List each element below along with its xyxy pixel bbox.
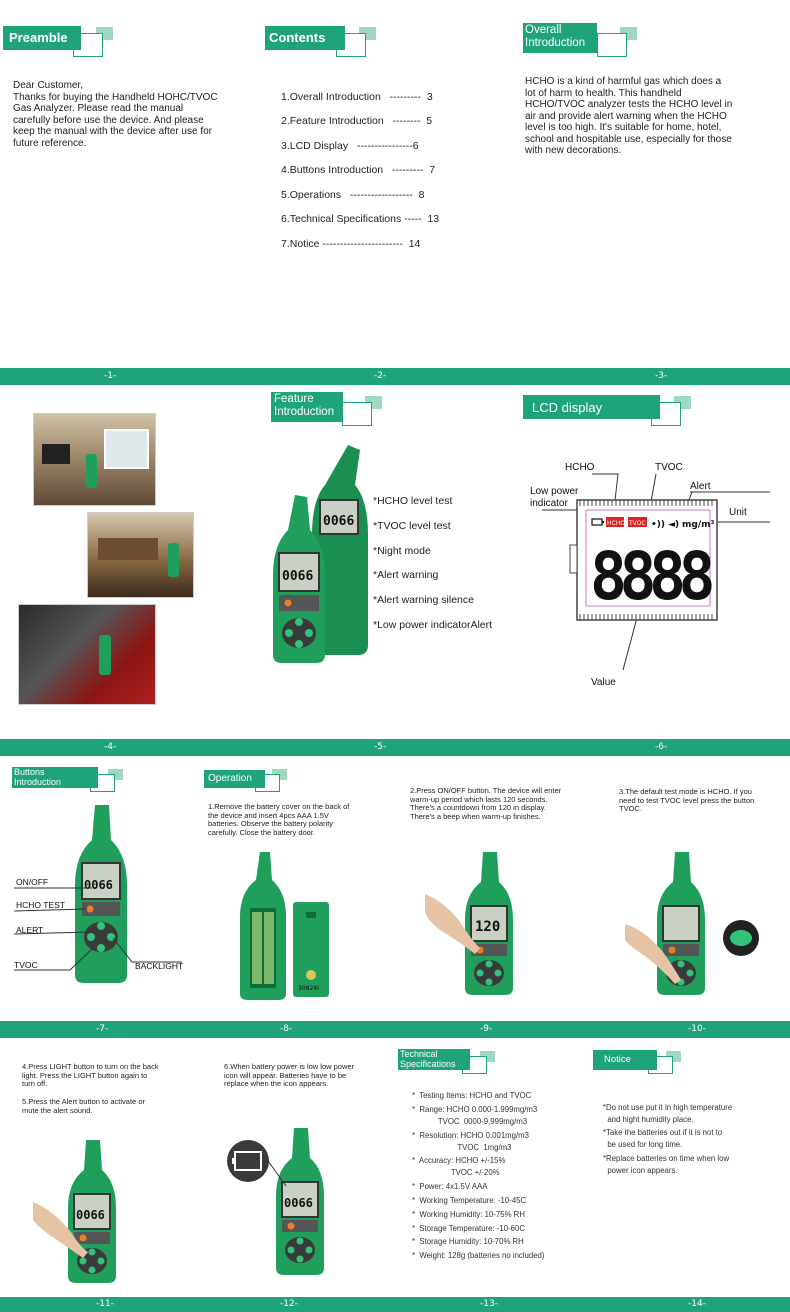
unit-text: mg/m³ (682, 520, 715, 530)
operation-step-4: 4.Press LIGHT button to turn on the back light. Press the LIGHT button again to turn off. (22, 1062, 159, 1088)
page-number: -8- (280, 1024, 293, 1034)
hcho-chip-label: HCHO (607, 520, 625, 527)
page-number: -13- (480, 1299, 498, 1309)
toc-item[interactable]: 6.Technical Specifications ----- 13 (281, 213, 440, 225)
lcd-digits: 8888 (590, 538, 712, 615)
lcd-label-low-power: Low power indicator (530, 486, 579, 509)
lcd-label-tvoc: TVOC (655, 462, 683, 473)
lcd-label-alert: Alert (690, 481, 711, 492)
tv-shape (42, 444, 70, 464)
page-number: -14- (688, 1299, 706, 1309)
header-deco (597, 33, 627, 57)
spec-item: * Working Temperature: -10-45C (412, 1196, 527, 1205)
section-title-operation: Operation (204, 770, 265, 788)
section-title-feature: Feature Introduction (271, 392, 343, 422)
label-alert: ALERT (16, 925, 44, 935)
section-title-preamble: Preamble (3, 26, 81, 50)
page-number: -1- (104, 371, 117, 381)
overall-text: HCHO is a kind of harmful gas which does a lot of harm to health. This handheld HCHO/TVOC analyzer tests the HCHO level in air and provide alert warning when the HCHO level is too high. It's suitable for home, hotel, school and hospitable use, especially for those with new decorations. (525, 76, 733, 156)
label-hcho-test: HCHO TEST (16, 900, 65, 910)
page-number: -12- (280, 1299, 298, 1309)
lcd-diagram (520, 470, 780, 680)
operation-step-3: 3.The default test mode is HCHO. If you need to test TVOC level press the button TVOC. (619, 787, 755, 813)
header-deco (342, 402, 372, 426)
page-number: -11- (96, 1299, 114, 1309)
operation-step-5: 5.Press the Alert button to activate or mute the alert sound. (22, 1097, 145, 1115)
spec-item: * Accuracy: HCHO +/-15% (412, 1156, 506, 1165)
page-number: -5- (374, 742, 387, 752)
window-shape (104, 429, 149, 469)
page-number: -6- (655, 742, 668, 752)
spec-item: TVOC +/-20% (412, 1168, 500, 1177)
toc-item[interactable]: 1.Overall Introduction --------- 3 (281, 91, 433, 103)
toc-item[interactable]: 4.Buttons Introduction --------- 7 (281, 164, 436, 176)
svg-text:0066: 0066 (284, 1196, 313, 1210)
section-title-overall: Overall Introduction (523, 23, 597, 53)
lcd-label-hcho: HCHO (565, 462, 595, 473)
page-number: -9- (480, 1024, 493, 1034)
spec-item: * Storage Temperature: -10-60C (412, 1224, 525, 1233)
svg-text:0066: 0066 (323, 514, 355, 529)
toc-item[interactable]: 7.Notice ----------------------- 14 (281, 238, 421, 250)
section-title-lcd: LCD display (523, 395, 660, 419)
feature-item: *TVOC level test (373, 520, 451, 532)
office-photo (87, 512, 194, 598)
alert-sound-icon: •)) ◄) (651, 520, 680, 530)
toc-item[interactable]: 2.Feature Introduction -------- 5 (281, 115, 433, 127)
page-footer-band (0, 739, 790, 756)
label-backlight: BACKLIGHT (135, 961, 184, 971)
page-number: -10- (688, 1024, 706, 1034)
toc-item[interactable]: 5.Operations ------------------ 8 (281, 189, 425, 201)
feature-item: *Alert warning silence (373, 594, 474, 606)
tvoc-mode-illustration (625, 852, 765, 997)
feature-devices-illustration (270, 445, 370, 665)
battery-code: 30824I (298, 985, 319, 992)
spec-item: * Power: 4x1.5V AAA (412, 1182, 488, 1191)
notice-item: *Take the batteries out if it is not to (603, 1128, 723, 1137)
lcd-label-unit: Unit (729, 507, 747, 518)
spec-item: * Resolution: HCHO 0.001mg/m3 (412, 1131, 530, 1140)
feature-item: *Low power indicatorAlert (373, 619, 493, 631)
spec-item: * Weight: 128g (batteries no included) (412, 1251, 545, 1260)
device-icon (86, 454, 97, 488)
svg-text:0066: 0066 (76, 1208, 105, 1222)
backlight-illustration (33, 1140, 133, 1285)
living-room-photo (33, 413, 156, 506)
section-title-technical: Technical Specifications (398, 1049, 470, 1070)
spec-item: TVOC 0000-9.999mg/m3 (412, 1117, 528, 1126)
preamble-text: Dear Customer, Thanks for buying the Handheld HOHC/TVOC Gas Analyzer. Please read the manual carefully before use the device. And please keep the manual with the device after use for future reference. (13, 80, 218, 149)
feature-item: *HCHO level test (373, 495, 453, 507)
warmup-illustration (425, 852, 525, 997)
page-footer-band (0, 1297, 790, 1312)
lcd-label-value: Value (591, 677, 616, 688)
label-tvoc: TVOC (14, 960, 38, 970)
lcd-tab (570, 545, 577, 573)
countdown-value: 120 (475, 919, 501, 935)
tvoc-chip-label: TVOC (629, 520, 646, 527)
page-number: -3- (655, 371, 668, 381)
svg-text:0066: 0066 (282, 569, 314, 584)
page-number: -2- (374, 371, 387, 381)
operation-step-6: 6.When battery power is low low power icon will appear. Batteries have to be replace when the icon appears. (224, 1062, 355, 1088)
notice-item: and hight humidity place. (603, 1115, 694, 1124)
page-number: -4- (104, 742, 117, 752)
section-title-notice: Notice (593, 1050, 657, 1070)
spec-item: * Storage Humidity: 10-70% RH (412, 1237, 524, 1246)
notice-item: be used for long time. (603, 1140, 683, 1149)
device-icon (168, 543, 179, 577)
label-on-off: ON/OFF (16, 877, 49, 887)
notice-item: *Do not use put it in high temperature (603, 1103, 733, 1112)
feature-item: *Alert warning (373, 569, 439, 581)
notice-item: power icon appears. (603, 1166, 678, 1175)
section-title-contents: Contents (265, 26, 345, 50)
toc-item[interactable]: 3.LCD Display ----------------6 (281, 140, 419, 152)
spec-item: * Working Humidity: 10-75% RH (412, 1210, 525, 1219)
operation-step-2: 2.Press ON/OFF button. The device will enter warm-up period which lasts 120 seconds. There's a countdown from 120 in display. There's a beep when warm-up finishes. (410, 786, 562, 821)
desk-shape (98, 538, 158, 560)
page-footer-band (0, 368, 790, 385)
spec-item: TVOC 1mg/m3 (412, 1143, 512, 1152)
spec-item: * Testing Items: HCHO and TVOC (412, 1091, 532, 1100)
device-lcd-value: 0066 (84, 878, 113, 892)
spec-item: * Range: HCHO 0.000-1.999mg/m3 (412, 1105, 538, 1114)
feature-item: *Night mode (373, 545, 431, 557)
car-interior-photo (18, 604, 156, 705)
operation-step-1: 1.Remove the battery cover on the back of the device and insert 4pcs AAA 1.5V batteries. Observe the battery polarity carefully. Close the battery door. (208, 802, 350, 837)
low-power-illustration (226, 1128, 346, 1278)
page-footer-band (0, 1021, 790, 1038)
notice-item: *Replace batteries on time when low (603, 1154, 730, 1163)
page-number: -7- (96, 1024, 109, 1034)
section-title-buttons: Buttons Introduction (12, 767, 98, 788)
device-icon (99, 635, 111, 675)
battery-illustration (238, 852, 338, 1002)
